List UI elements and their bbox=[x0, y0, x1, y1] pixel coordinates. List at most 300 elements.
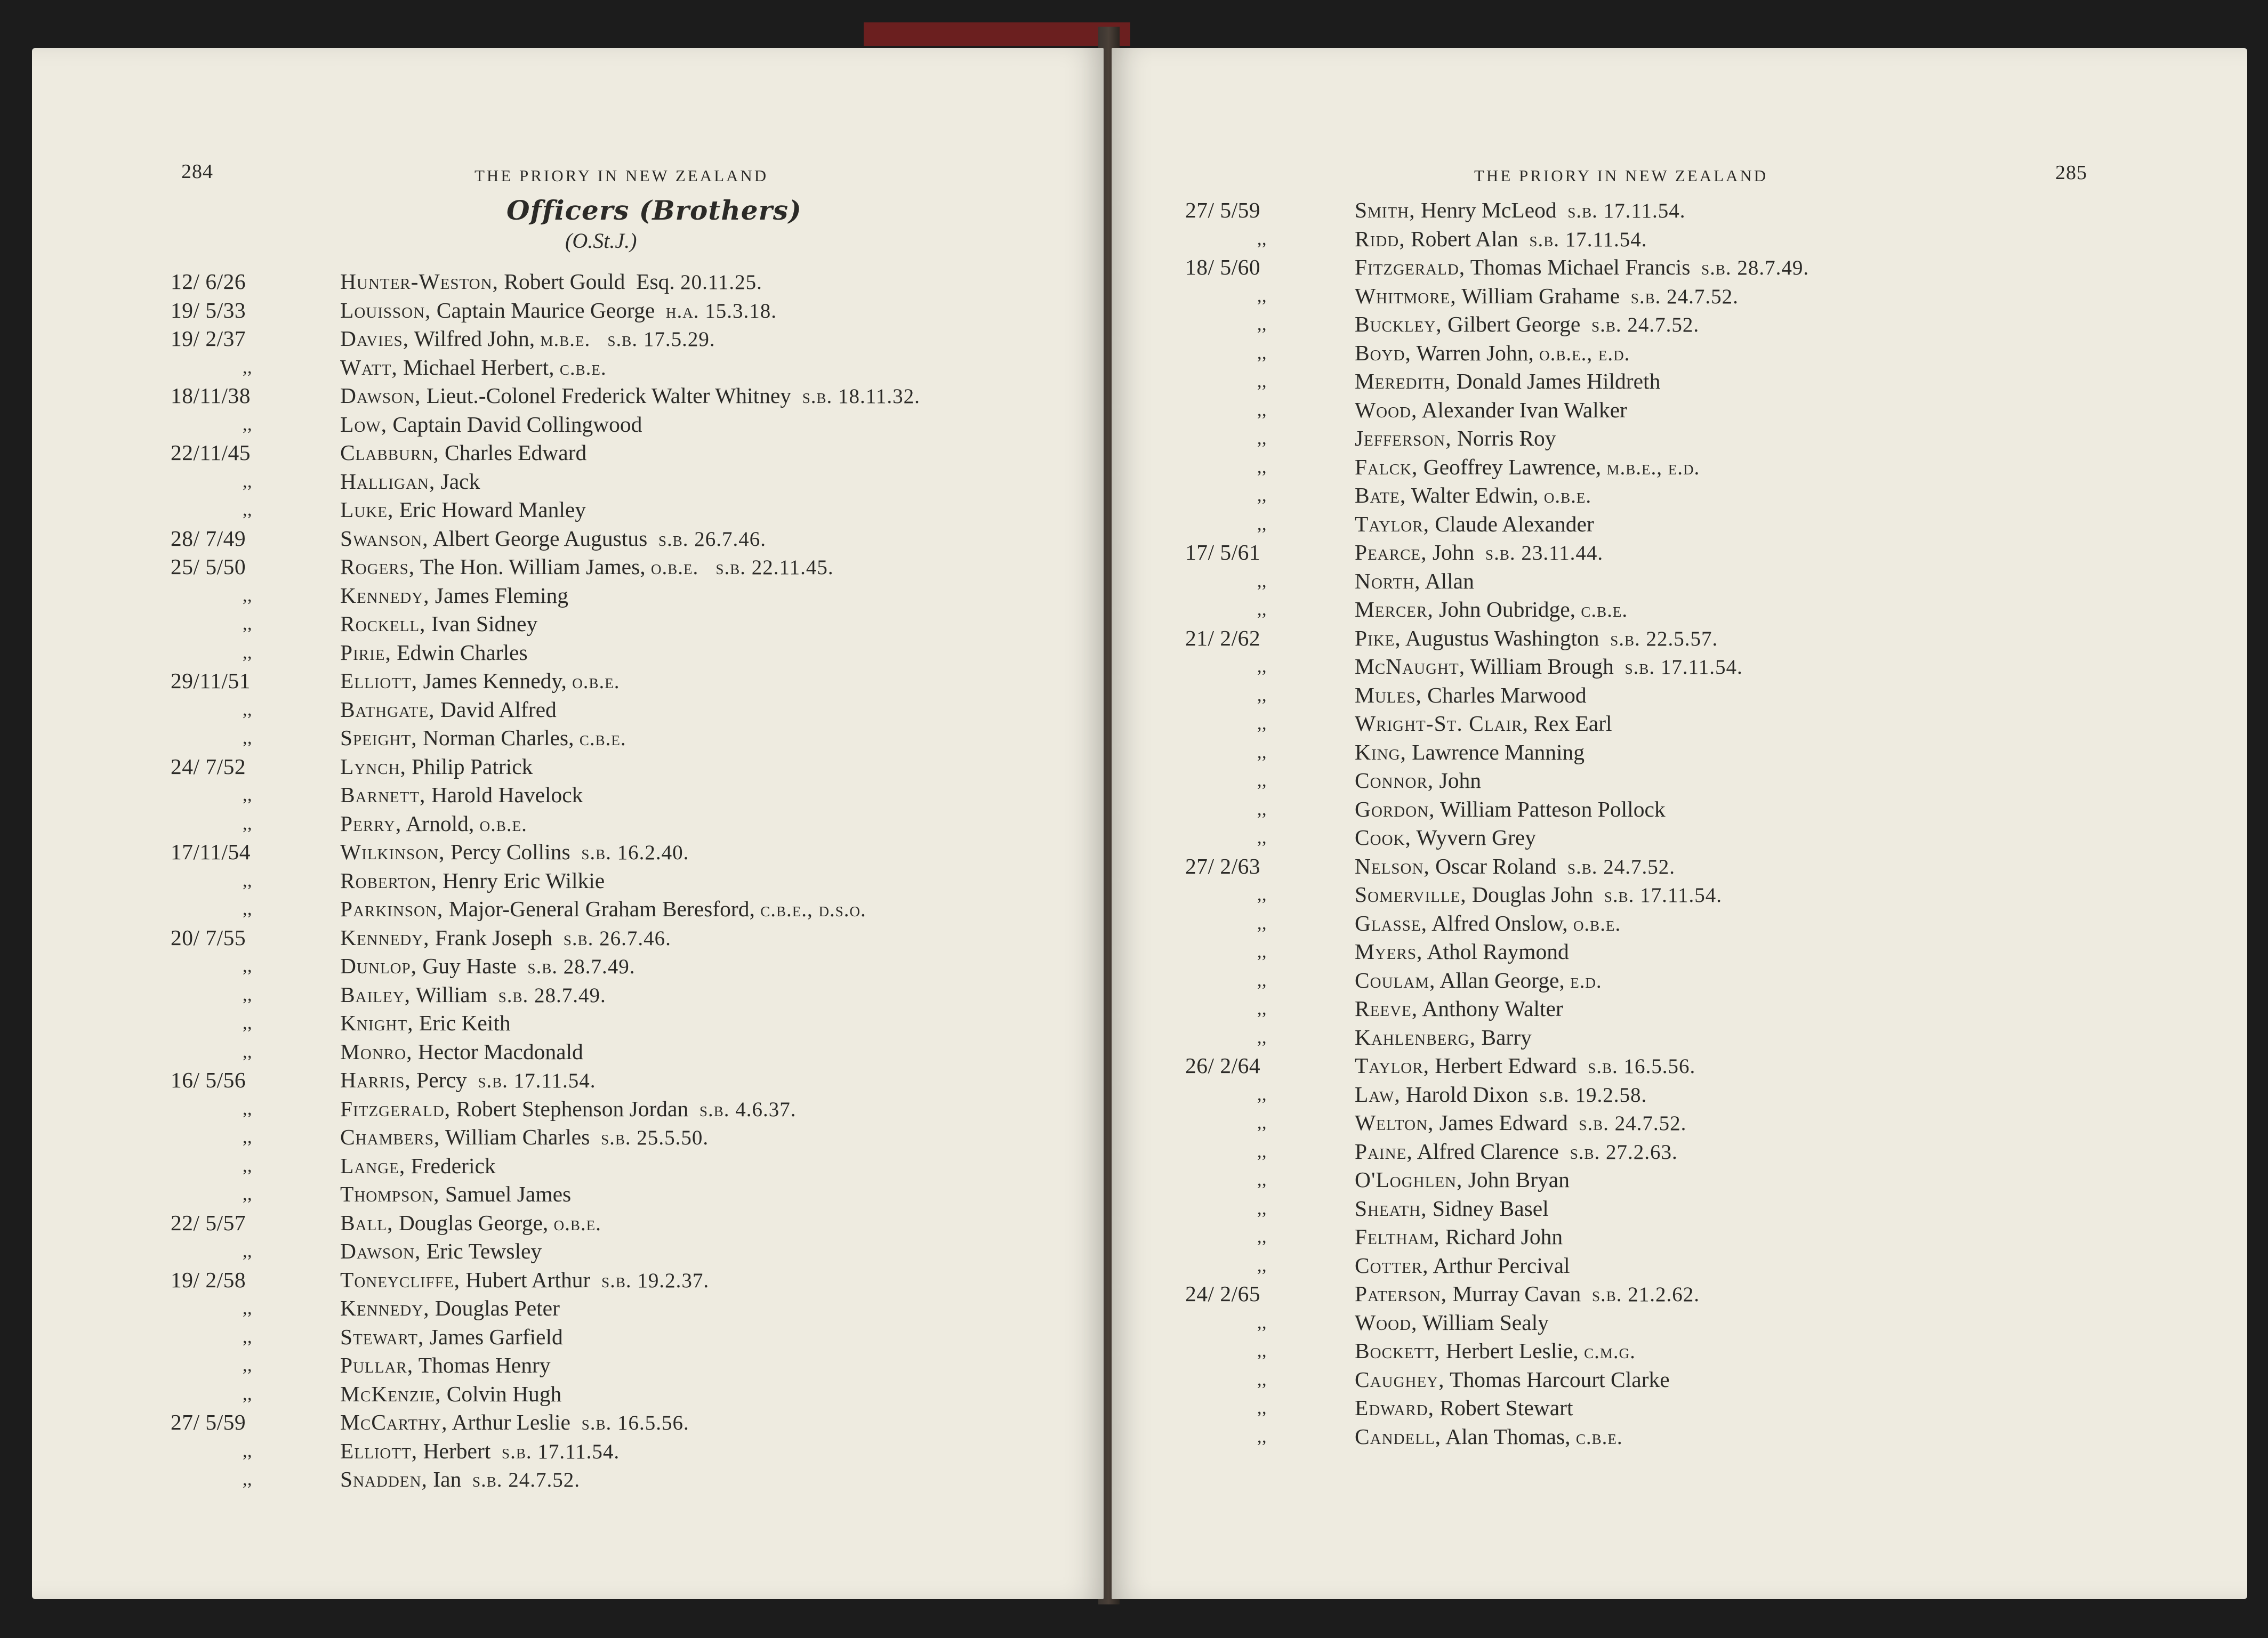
surname: Kennedy, bbox=[340, 925, 430, 950]
given-names: Hector Macdonald bbox=[412, 1039, 583, 1064]
list-item bbox=[1185, 681, 1809, 710]
surname: Caughey, bbox=[1355, 1367, 1445, 1392]
surname: Louisson, bbox=[340, 297, 431, 322]
honours: s.b. 28.7.49. bbox=[1701, 256, 1809, 279]
surname: Pirie, bbox=[340, 640, 391, 665]
list-item bbox=[1185, 1223, 1809, 1252]
appointment-date: 19/ 2/58 bbox=[171, 1267, 246, 1292]
section-title: Officers (Brothers) bbox=[506, 195, 802, 226]
surname: Watt, bbox=[340, 354, 398, 380]
running-head: THE PRIORY IN NEW ZEALAND bbox=[474, 166, 769, 185]
given-names: Warren John, bbox=[1411, 340, 1540, 365]
list-item bbox=[171, 924, 920, 953]
surname: Reeve, bbox=[1355, 996, 1418, 1021]
surname: Wood, bbox=[1355, 397, 1418, 422]
appointment-date: ,, bbox=[1257, 1113, 1267, 1133]
officer-name bbox=[1355, 624, 1718, 653]
officer-name bbox=[340, 1380, 561, 1409]
officer-name bbox=[340, 1038, 583, 1067]
appointment-date: ,, bbox=[243, 1298, 252, 1318]
list-item bbox=[171, 667, 920, 696]
surname: Paine, bbox=[1355, 1139, 1413, 1164]
given-names: William Brough bbox=[1465, 654, 1625, 679]
list-item bbox=[171, 1066, 920, 1095]
appointment-date: ,, bbox=[1257, 1141, 1267, 1161]
surname: Nelson, bbox=[1355, 853, 1430, 878]
list-item bbox=[171, 1294, 920, 1323]
officer-name bbox=[1355, 995, 1563, 1023]
appointment-date: ,, bbox=[1257, 229, 1267, 249]
honours: s.b. 28.7.49. bbox=[498, 983, 606, 1007]
list-item bbox=[1185, 567, 1809, 596]
list-item bbox=[1185, 738, 1809, 767]
appointment-date: ,, bbox=[243, 870, 252, 891]
officer-name bbox=[1355, 938, 1569, 966]
surname: Kennedy, bbox=[340, 1296, 430, 1320]
officer-name bbox=[340, 1152, 496, 1181]
appointment-date: 22/11/45 bbox=[171, 440, 251, 465]
officer-name bbox=[340, 296, 777, 325]
given-names: William Grahame bbox=[1456, 283, 1631, 308]
officer-name bbox=[340, 639, 528, 667]
given-names: Herbert Edward bbox=[1429, 1053, 1588, 1078]
appointment-date: ,, bbox=[243, 1441, 252, 1461]
officer-name bbox=[340, 268, 762, 296]
given-names: Rex Earl bbox=[1528, 711, 1612, 736]
given-names: Athol Raymond bbox=[1422, 939, 1569, 964]
list-item bbox=[171, 696, 920, 724]
list-item bbox=[1185, 339, 1809, 368]
officer-name bbox=[1355, 367, 1660, 396]
officer-name bbox=[1355, 1052, 1695, 1080]
appointment-date: ,, bbox=[243, 813, 252, 834]
appointment-date: ,, bbox=[1257, 1027, 1267, 1047]
page-number: 285 bbox=[2055, 162, 2087, 184]
given-names: William Patteson Pollock bbox=[1435, 796, 1666, 821]
appointment-date: ,, bbox=[1257, 343, 1267, 363]
appointment-date: ,, bbox=[243, 1470, 252, 1489]
list-item bbox=[171, 496, 920, 525]
given-names: Robert Stephenson Jordan bbox=[451, 1096, 699, 1121]
given-names: William Charles bbox=[440, 1125, 601, 1149]
list-item bbox=[171, 753, 920, 781]
given-names: Albert George Augustus bbox=[428, 526, 659, 551]
officer-name bbox=[340, 724, 626, 753]
officer-name bbox=[340, 1237, 542, 1266]
officer-name bbox=[1355, 510, 1594, 539]
appointment-date: 24/ 7/52 bbox=[171, 754, 246, 779]
surname: Bailey, bbox=[340, 982, 411, 1007]
appointment-date: ,, bbox=[243, 1327, 252, 1347]
officer-name bbox=[1355, 1394, 1573, 1423]
officer-name bbox=[340, 753, 533, 781]
given-names: Wilfred John, bbox=[409, 326, 541, 351]
officer-name bbox=[340, 1294, 560, 1323]
honours: s.b. 26.7.46. bbox=[658, 527, 767, 551]
given-names: Sidney Basel bbox=[1427, 1196, 1549, 1221]
surname: Low, bbox=[340, 411, 388, 437]
list-item bbox=[1185, 1137, 1809, 1166]
given-names: Gilbert George bbox=[1442, 312, 1592, 336]
given-names: Percy Collins bbox=[445, 840, 582, 864]
surname: Rockell, bbox=[340, 611, 426, 636]
given-names: James Edward bbox=[1434, 1110, 1579, 1135]
officer-name bbox=[340, 1209, 601, 1238]
list-item bbox=[171, 867, 920, 895]
book-spine-band bbox=[864, 22, 1130, 46]
appointment-date: ,, bbox=[1257, 457, 1267, 477]
given-names: Walter Edwin, bbox=[1406, 483, 1544, 507]
list-item bbox=[1185, 881, 1809, 909]
given-names: Major-General Graham Beresford, bbox=[443, 897, 761, 921]
given-names: Eric Tewsley bbox=[421, 1239, 542, 1263]
given-names: James Fleming bbox=[429, 583, 569, 608]
list-item bbox=[1185, 282, 1809, 311]
surname: Toneycliffe, bbox=[340, 1267, 460, 1292]
list-item bbox=[171, 325, 920, 353]
surname: Glasse, bbox=[1355, 910, 1427, 935]
given-names: Robert Alan bbox=[1405, 226, 1530, 251]
appointment-date: 19/ 5/33 bbox=[171, 297, 246, 322]
list-item bbox=[171, 1351, 920, 1380]
surname: Pike, bbox=[1355, 625, 1401, 650]
surname: Kennedy, bbox=[340, 583, 430, 608]
surname: Connor, bbox=[1355, 768, 1434, 793]
officer-name bbox=[340, 353, 607, 382]
officer-name bbox=[1355, 709, 1612, 738]
list-item bbox=[1185, 824, 1809, 852]
appointment-date: ,, bbox=[1257, 400, 1267, 420]
section-subtitle: (O.St.J.) bbox=[565, 229, 637, 253]
surname: O'Loghlen, bbox=[1355, 1167, 1463, 1192]
running-head: THE PRIORY IN NEW ZEALAND bbox=[1474, 166, 1768, 185]
given-names: James Garfield bbox=[424, 1324, 563, 1349]
appointment-date: 17/11/54 bbox=[171, 840, 251, 864]
officer-name bbox=[1355, 453, 1700, 482]
officer-name bbox=[340, 1066, 596, 1095]
surname: Thompson, bbox=[340, 1182, 440, 1206]
surname: Fitzgerald, bbox=[340, 1096, 451, 1121]
given-names: Lawrence Manning bbox=[1406, 739, 1585, 764]
list-item bbox=[1185, 795, 1809, 824]
surname: Myers, bbox=[1355, 939, 1423, 964]
given-names: Percy bbox=[411, 1068, 478, 1092]
list-item bbox=[171, 895, 920, 924]
honours: s.b. 22.5.57. bbox=[1610, 627, 1718, 650]
honours: o.b.e. bbox=[572, 670, 620, 693]
surname: Chambers, bbox=[340, 1125, 440, 1149]
list-item bbox=[171, 467, 920, 496]
given-names: Arthur Percival bbox=[1428, 1253, 1570, 1278]
honours: c.b.e., d.s.o. bbox=[760, 898, 866, 921]
surname: Roberton, bbox=[340, 868, 437, 893]
appointment-date: ,, bbox=[1257, 771, 1267, 790]
given-names: Barry bbox=[1475, 1024, 1532, 1050]
appointment-date: 17/ 5/61 bbox=[1185, 540, 1261, 564]
honours: s.b. 17.11.54. bbox=[1604, 884, 1722, 907]
surname: Luke, bbox=[340, 497, 394, 522]
officer-name bbox=[1355, 424, 1556, 453]
officer-name bbox=[1355, 1080, 1647, 1109]
given-names: Norris Roy bbox=[1451, 426, 1556, 450]
list-item bbox=[171, 382, 920, 410]
officer-name bbox=[340, 867, 605, 895]
appointment-date: ,, bbox=[1257, 514, 1267, 534]
officer-name bbox=[1355, 567, 1474, 596]
officer-name bbox=[340, 410, 642, 439]
officer-name bbox=[1355, 1366, 1670, 1394]
appointment-date: ,, bbox=[1257, 571, 1267, 591]
given-names: Frank Joseph bbox=[429, 925, 564, 950]
appointment-date: ,, bbox=[1257, 799, 1267, 819]
appointment-date: ,, bbox=[1257, 828, 1267, 848]
appointment-date: ,, bbox=[1257, 714, 1267, 733]
appointment-date: ,, bbox=[1257, 999, 1267, 1019]
surname: Dawson, bbox=[340, 1239, 421, 1263]
honours: c.b.e. bbox=[1575, 1425, 1623, 1449]
officer-name bbox=[340, 525, 766, 553]
surname: Kahlenberg, bbox=[1355, 1024, 1476, 1050]
given-names: William bbox=[411, 982, 498, 1007]
officer-name bbox=[1355, 738, 1585, 767]
officer-name bbox=[1355, 909, 1621, 938]
surname: Perry, bbox=[340, 811, 402, 836]
page-number: 284 bbox=[181, 160, 213, 183]
given-names: John bbox=[1434, 768, 1481, 793]
officer-name bbox=[340, 952, 636, 981]
list-item bbox=[1185, 766, 1809, 795]
list-item bbox=[171, 439, 920, 467]
appointment-date: ,, bbox=[243, 585, 252, 606]
surname: Taylor, bbox=[1355, 511, 1429, 536]
appointment-date: ,, bbox=[1257, 885, 1267, 905]
list-item bbox=[171, 1380, 920, 1409]
officer-name bbox=[340, 1465, 580, 1494]
surname: Candell, bbox=[1355, 1424, 1442, 1449]
officer-name bbox=[340, 467, 480, 496]
officer-list bbox=[171, 268, 920, 1494]
appointment-date: ,, bbox=[1257, 600, 1267, 619]
list-item bbox=[1185, 253, 1809, 282]
list-item bbox=[1185, 453, 1809, 482]
surname: North, bbox=[1355, 568, 1421, 593]
officer-name bbox=[340, 981, 606, 1010]
appointment-date: ,, bbox=[243, 614, 252, 634]
list-item bbox=[171, 639, 920, 667]
surname: Bathgate, bbox=[340, 697, 435, 722]
officer-name bbox=[1355, 282, 1739, 311]
given-names: Robert Stewart bbox=[1434, 1395, 1573, 1420]
surname: Falck, bbox=[1355, 454, 1418, 479]
list-item bbox=[1185, 1423, 1809, 1451]
officer-name bbox=[1355, 795, 1666, 824]
list-item bbox=[1185, 196, 1809, 225]
list-item bbox=[171, 838, 920, 867]
given-names: Eric Keith bbox=[413, 1011, 511, 1035]
surname: Somerville, bbox=[1355, 882, 1467, 907]
officer-name bbox=[340, 1123, 709, 1152]
list-item bbox=[1185, 595, 1809, 624]
list-item bbox=[171, 1152, 920, 1181]
surname: Gordon, bbox=[1355, 796, 1435, 821]
given-names: Captain Maurice George bbox=[431, 297, 666, 322]
officer-name bbox=[1355, 1166, 1570, 1195]
honours: 20.11.25. bbox=[680, 271, 762, 294]
appointment-date: ,, bbox=[243, 728, 252, 748]
right-page bbox=[1112, 48, 2247, 1599]
list-item bbox=[1185, 510, 1809, 539]
given-names: David Alfred bbox=[435, 697, 557, 722]
officer-name bbox=[1355, 310, 1699, 339]
appointment-date: 28/ 7/49 bbox=[171, 526, 246, 551]
given-names: Allan bbox=[1420, 568, 1474, 593]
appointment-date: ,, bbox=[1257, 685, 1267, 705]
honours: s.b. 16.5.56. bbox=[581, 1411, 689, 1434]
appointment-date: 24/ 2/65 bbox=[1185, 1281, 1261, 1306]
appointment-date: 16/ 5/56 bbox=[171, 1068, 246, 1092]
given-names: Arnold, bbox=[401, 811, 480, 836]
surname: McNaught, bbox=[1355, 654, 1466, 679]
given-names: Charles Edward bbox=[439, 440, 587, 465]
appointment-date: 18/11/38 bbox=[171, 383, 251, 408]
officer-name bbox=[1355, 881, 1722, 909]
honours: s.b. 26.7.46. bbox=[563, 926, 671, 950]
list-item bbox=[171, 1038, 920, 1067]
surname: Bockett, bbox=[1355, 1338, 1441, 1363]
appointment-date: 29/11/51 bbox=[171, 668, 251, 693]
honours: s.b. 17.11.54. bbox=[1567, 199, 1686, 222]
honours: m.b.e., e.d. bbox=[1606, 456, 1700, 479]
surname: Davies, bbox=[340, 326, 409, 351]
appointment-date: ,, bbox=[1257, 1341, 1267, 1361]
given-names: Henry Eric Wilkie bbox=[437, 868, 605, 893]
appointment-date: ,, bbox=[243, 785, 252, 805]
appointment-date: 21/ 2/62 bbox=[1185, 625, 1261, 650]
honours: s.b. 19.2.37. bbox=[601, 1269, 710, 1292]
appointment-date: ,, bbox=[243, 1241, 252, 1261]
list-item bbox=[1185, 538, 1809, 567]
list-item bbox=[1185, 424, 1809, 453]
surname: Wood, bbox=[1355, 1310, 1418, 1335]
given-names: John Bryan bbox=[1462, 1167, 1570, 1192]
list-item bbox=[1185, 652, 1809, 681]
list-item bbox=[171, 1123, 920, 1152]
list-item bbox=[171, 981, 920, 1010]
given-names: Herbert bbox=[417, 1438, 502, 1463]
list-item bbox=[1185, 1080, 1809, 1109]
given-names: Murray Cavan bbox=[1446, 1281, 1592, 1306]
surname: King, bbox=[1355, 739, 1406, 764]
appointment-date: ,, bbox=[243, 414, 252, 434]
surname: Cotter, bbox=[1355, 1253, 1429, 1278]
officer-name bbox=[1355, 225, 1647, 254]
officer-name bbox=[1355, 481, 1591, 510]
officer-name bbox=[340, 810, 527, 838]
list-item bbox=[1185, 995, 1809, 1023]
appointment-date: 19/ 2/37 bbox=[171, 326, 246, 351]
surname: Clabburn, bbox=[340, 440, 439, 465]
honours: s.b. 24.7.52. bbox=[1579, 1112, 1687, 1135]
officer-name bbox=[1355, 396, 1627, 425]
appointment-date: 12/ 6/26 bbox=[171, 269, 246, 294]
list-item bbox=[171, 810, 920, 838]
given-names: James Kennedy, bbox=[417, 668, 573, 693]
appointment-date: ,, bbox=[1257, 1398, 1267, 1418]
surname: Smith, bbox=[1355, 198, 1416, 222]
surname: Snadden, bbox=[340, 1467, 428, 1491]
surname: Parkinson, bbox=[340, 897, 444, 921]
appointment-date: ,, bbox=[243, 1127, 252, 1147]
appointment-date: ,, bbox=[243, 642, 252, 663]
given-names: Robert Gould Esq. bbox=[498, 269, 681, 294]
appointment-date: ,, bbox=[1257, 1227, 1267, 1247]
appointment-date: ,, bbox=[1257, 1426, 1267, 1447]
officer-name bbox=[340, 895, 866, 924]
list-item bbox=[171, 1095, 920, 1124]
list-item bbox=[1185, 1166, 1809, 1195]
surname: Speight, bbox=[340, 725, 417, 750]
honours: s.b. 17.11.54. bbox=[1529, 228, 1647, 251]
list-item bbox=[171, 1009, 920, 1038]
surname: Pullar, bbox=[340, 1353, 414, 1377]
given-names: Edwin Charles bbox=[391, 640, 528, 665]
surname: Wright-St. Clair, bbox=[1355, 711, 1529, 736]
given-names: Alan Thomas, bbox=[1441, 1424, 1576, 1449]
appointment-date: ,, bbox=[1257, 970, 1267, 990]
given-names: Douglas George, bbox=[393, 1210, 554, 1235]
given-names: Alfred Onslow, bbox=[1427, 910, 1573, 935]
appointment-date: ,, bbox=[243, 956, 252, 976]
list-item bbox=[1185, 1394, 1809, 1423]
list-item bbox=[1185, 367, 1809, 396]
given-names: Charles Marwood bbox=[1421, 682, 1587, 707]
officer-name bbox=[340, 696, 557, 724]
list-item bbox=[1185, 396, 1809, 425]
given-names: Douglas John bbox=[1466, 882, 1604, 907]
officer-name bbox=[340, 781, 583, 810]
surname: Rogers, bbox=[340, 554, 415, 579]
honours: s.b. 17.11.54. bbox=[478, 1069, 596, 1092]
appointment-date: ,, bbox=[1257, 314, 1267, 334]
given-names: The Hon. William James, bbox=[415, 554, 652, 579]
honours: s.b. 21.2.62. bbox=[1591, 1283, 1700, 1306]
appointment-date: 27/ 5/59 bbox=[1185, 198, 1261, 222]
given-names: Harold Havelock bbox=[425, 782, 583, 807]
appointment-date: ,, bbox=[243, 985, 252, 1005]
officer-name bbox=[1355, 1280, 1700, 1309]
list-item bbox=[171, 410, 920, 439]
honours: s.b. 18.11.32. bbox=[802, 385, 920, 408]
list-item bbox=[171, 724, 920, 753]
officer-name bbox=[1355, 1252, 1570, 1280]
officer-name bbox=[340, 924, 671, 953]
list-item bbox=[171, 296, 920, 325]
given-names: Thomas Henry bbox=[413, 1353, 551, 1377]
honours: h.a. 15.3.18. bbox=[666, 299, 777, 322]
appointment-date: ,, bbox=[1257, 486, 1267, 505]
list-item bbox=[1185, 909, 1809, 938]
list-item bbox=[171, 1323, 920, 1352]
surname: Cook, bbox=[1355, 825, 1411, 850]
officer-name bbox=[1355, 1423, 1623, 1451]
appointment-date: 20/ 7/55 bbox=[171, 925, 246, 950]
surname: Swanson, bbox=[340, 526, 429, 551]
appointment-date: ,, bbox=[1257, 1255, 1267, 1276]
appointment-date: ,, bbox=[1257, 1084, 1267, 1104]
appointment-date: ,, bbox=[1257, 1170, 1267, 1190]
surname: McKenzie, bbox=[340, 1381, 441, 1406]
list-item bbox=[171, 1237, 920, 1266]
